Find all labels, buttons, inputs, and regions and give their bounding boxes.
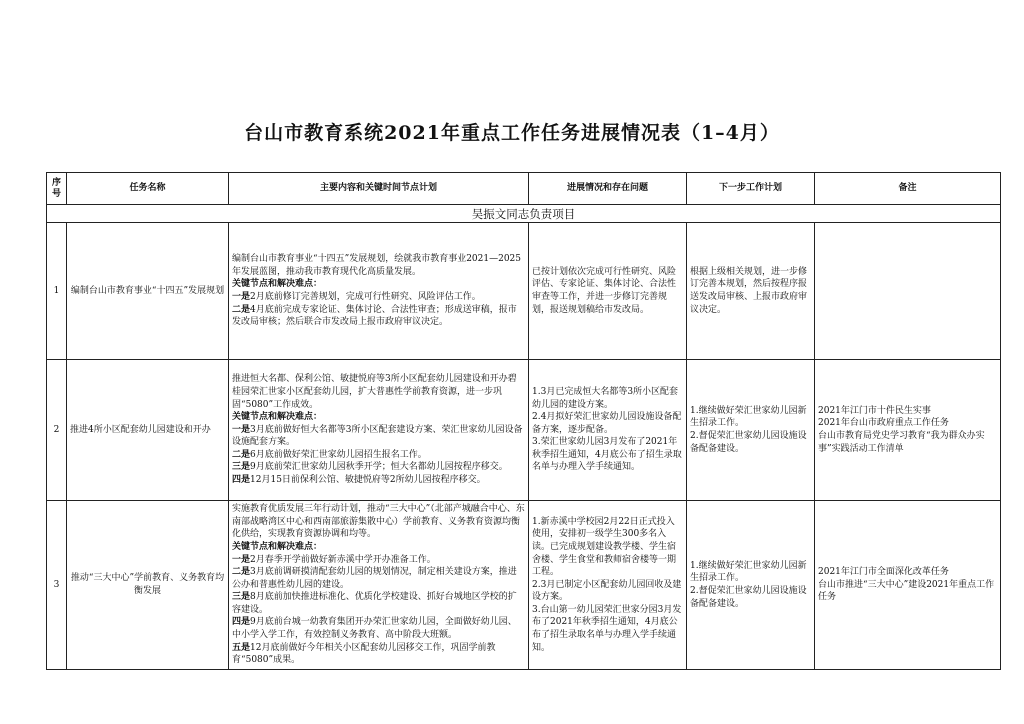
cell-progress: 1.3月已完成恒大名都等3所小区配套幼儿园的建设方案。 2.4月拟好荣汇世家幼儿园设施设备配备方案，逐步配备。 3.荣汇世家幼儿园3月发布了2021年秋季招生通知，4月底公布了招生录取名单与办理入学手续通知。 (529, 360, 687, 501)
cell-progress: 1.新赤溪中学校园2月22日正式投入使用，安排初一级学生300多名入读。已完成规划建设教学楼、学生宿舍楼、学生食堂和教师宿舍楼等一期工程。 2.3月已制定小区配套幼儿园回收及建设方案。 3.台山第一幼儿园荣汇世家分园3月发布了2021年秋季招生通知，4月底公布了招生录取名单与办理入学手续通知。 (529, 501, 687, 670)
key-point: 二是3月底前调研摸清配套幼儿园的规划情况，制定相关建设方案，推进公办和普惠性幼儿园的建设。 (232, 567, 517, 590)
key-point: 一是2月底前修订完善规划，完成可行性研究、风险评估工作。 (232, 292, 481, 302)
cell-seq: 1 (47, 223, 67, 360)
cell-task: 推进4所小区配套幼儿园建设和开办 (67, 360, 229, 501)
key-point: 四是9月底前台城一幼教育集团开办荣汇世家幼儿园，全面做好幼儿园、中小学入学工作，有效控制义务教育、高中阶段大班额。 (232, 617, 517, 641)
table-row (47, 360, 1001, 501)
cell-task: 编制台山市教育事业“十四五”发展规划 (67, 223, 229, 360)
table-row (47, 223, 1001, 360)
cell-next: 1.继续做好荣汇世家幼儿园新生招录工作。 2.督促荣汇世家幼儿园设施设备配备建设。 (687, 360, 815, 501)
key-point-label: 关键节点和解决难点： (232, 541, 323, 552)
cell-next: 1.继续做好荣汇世家幼儿园新生招录工作。 2.督促荣汇世家幼儿园设施设备配备建设。 (687, 501, 815, 670)
col-header-task: 任务名称 (67, 173, 229, 205)
task-progress-table (46, 172, 1001, 670)
cell-content (229, 501, 529, 670)
group-row (47, 205, 1001, 223)
header-row (47, 173, 1001, 205)
key-point: 二是4月底前完成专家论证、集体讨论、合法性审查；形成送审稿，报市发改局审核；然后联合市发改局上报市政府审议决定。 (232, 304, 517, 328)
key-point: 五是12月底前做好今年相关小区配套幼儿园移交工作，巩固学前教育“5080”成果。 (232, 642, 496, 666)
cell-progress: 已按计划依次完成可行性研究、风险评估、专家论证、集体讨论、合法性审查等工作，并进一步修订完善规划，报送规划稿给市发改局。 (529, 223, 687, 360)
col-header-remark: 备注 (815, 173, 1001, 205)
content-intro: 推进恒大名都、保利公馆、敏捷悦府等3所小区配套幼儿园建设和开办碧桂园荣汇世家小区配套幼儿园，扩大普惠性学前教育资源，进一步巩固“5080”工作成效。 (232, 374, 517, 410)
content-intro: 实施教育优质发展三年行动计划，推动“三大中心”（北部产城融合中心、东南部战略湾区中心和西南部旅游集散中心）学前教育、义务教育资源均衡化供给，实现教育资源协调和均等。 (232, 504, 525, 540)
key-point-label: 关键节点和解决难点： (232, 279, 323, 290)
cell-content (229, 223, 529, 360)
key-point: 二是6月底前做好荣汇世家幼儿园招生报名工作。 (232, 449, 427, 460)
cell-remark: 2021年江门市十件民生实事 2021年台山市政府重点工作任务 台山市教育局党史学习教育“我为群众办实事”实践活动工作清单 (815, 360, 1001, 501)
cell-seq: 3 (47, 501, 67, 670)
key-point: 四是12月15日前保利公馆、敏捷悦府等2所幼儿园按程序移交。 (232, 475, 486, 486)
cell-task: 推动“三大中心”学前教育、义务教育均衡发展 (67, 501, 229, 670)
group-label: 吴振文同志负责项目 (47, 205, 1001, 223)
key-point-label: 关键节点和解决难点： (232, 412, 323, 423)
cell-next: 根据上级相关规划，进一步修订完善本规划，然后按程序报送发改局审核、上报市政府审议决定。 (687, 223, 815, 360)
cell-content (229, 360, 529, 501)
table-row (47, 501, 1001, 670)
col-header-seq: 序号 (47, 173, 67, 205)
col-header-content: 主要内容和关键时间节点计划 (229, 173, 529, 205)
cell-remark: 2021年江门市全面深化改革任务 台山市推进“三大中心”建设2021年重点工作任务 (815, 501, 1001, 670)
page-title: 台山市教育系统2021年重点工作任务进展情况表（1–4月） (244, 122, 780, 144)
key-point: 三是9月底前荣汇世家幼儿园秋季开学；恒大名都幼儿园按程序移交。 (232, 462, 508, 473)
content-intro: 编制台山市教育事业“十四五”发展规划，绘就我市教育事业2021—2025年发展蓝图，推动我市教育现代化高质量发展。 (232, 254, 522, 277)
key-point: 三是8月底前加快推进标准化、优质化学校建设、抓好台城地区学校的扩容建设。 (232, 592, 517, 615)
col-header-progress: 进展情况和存在问题 (529, 173, 687, 205)
cell-seq: 2 (47, 360, 67, 501)
col-header-next: 下一步工作计划 (687, 173, 815, 205)
key-point: 一是2月春季开学前做好新赤溪中学开办准备工作。 (232, 554, 436, 565)
cell-remark (815, 223, 1001, 360)
key-point: 一是3月底前做好恒大名都等3所小区配套建设方案、荣汇世家幼儿园设备设施配套方案。 (232, 424, 523, 448)
